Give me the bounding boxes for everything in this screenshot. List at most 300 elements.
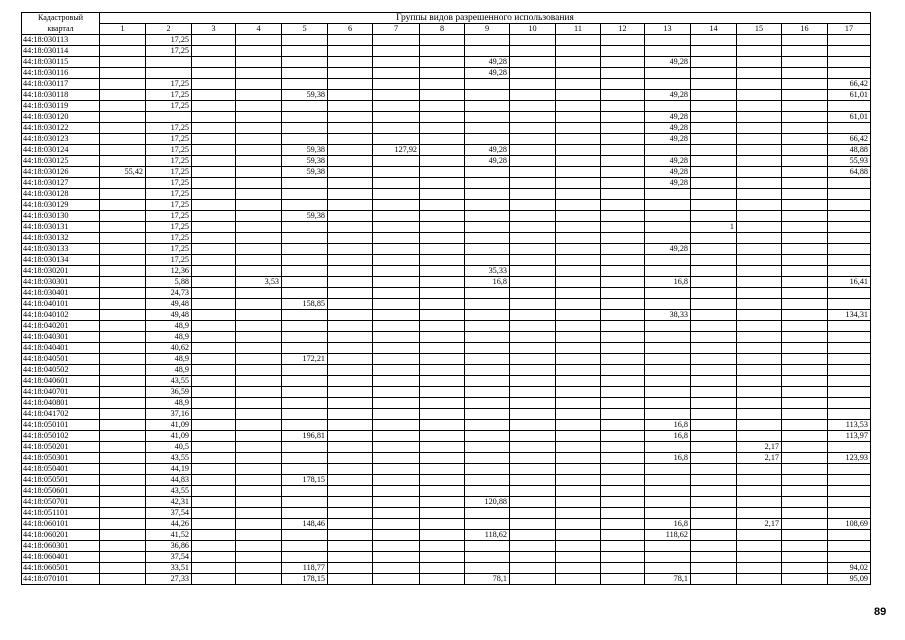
table-row xyxy=(22,233,871,244)
value-cell xyxy=(373,167,420,178)
value-cell xyxy=(100,134,146,145)
value-cell xyxy=(691,68,737,79)
value-cell: 17,25 xyxy=(146,90,192,101)
value-cell xyxy=(100,431,146,442)
value-cell xyxy=(737,332,782,343)
value-cell xyxy=(420,354,465,365)
table-header xyxy=(22,13,871,35)
value-cell xyxy=(556,563,601,574)
value-cell xyxy=(236,211,282,222)
cadastral-quarter-cell: 44:18:050101 xyxy=(22,420,100,431)
value-cell xyxy=(420,420,465,431)
table-row xyxy=(22,442,871,453)
value-cell xyxy=(282,277,328,288)
value-cell xyxy=(828,244,871,255)
value-cell xyxy=(601,90,645,101)
value-cell xyxy=(192,321,236,332)
value-cell: 66,42 xyxy=(828,79,871,90)
cadastral-quarter-cell: 44:18:030118 xyxy=(22,90,100,101)
value-cell xyxy=(782,68,828,79)
value-cell xyxy=(691,266,737,277)
value-cell xyxy=(601,255,645,266)
value-cell xyxy=(691,156,737,167)
value-cell: 40,62 xyxy=(146,343,192,354)
value-cell xyxy=(328,409,373,420)
value-cell: 36,59 xyxy=(146,387,192,398)
value-cell xyxy=(782,442,828,453)
value-cell xyxy=(691,442,737,453)
value-cell xyxy=(236,530,282,541)
table-row xyxy=(22,453,871,464)
value-cell xyxy=(556,255,601,266)
group-number-header: 6 xyxy=(328,24,373,35)
value-cell xyxy=(828,123,871,134)
value-cell: 37,16 xyxy=(146,409,192,420)
cadastral-quarter-cell: 44:18:030126 xyxy=(22,167,100,178)
value-cell xyxy=(328,442,373,453)
value-cell: 118,77 xyxy=(282,563,328,574)
value-cell xyxy=(236,398,282,409)
value-cell xyxy=(100,519,146,530)
value-cell: 59,38 xyxy=(282,156,328,167)
table-row xyxy=(22,222,871,233)
value-cell xyxy=(510,35,556,46)
value-cell: 43,55 xyxy=(146,376,192,387)
value-cell xyxy=(146,57,192,68)
value-cell xyxy=(737,552,782,563)
value-cell: 17,25 xyxy=(146,145,192,156)
value-cell xyxy=(420,255,465,266)
value-cell xyxy=(373,541,420,552)
value-cell xyxy=(691,343,737,354)
cadastral-quarter-cell: 44:18:030120 xyxy=(22,112,100,123)
value-cell xyxy=(782,563,828,574)
value-cell xyxy=(556,266,601,277)
value-cell xyxy=(510,420,556,431)
value-cell xyxy=(282,365,328,376)
value-cell: 16,41 xyxy=(828,277,871,288)
value-cell xyxy=(601,563,645,574)
value-cell xyxy=(645,442,691,453)
value-cell xyxy=(465,211,510,222)
value-cell: 55,42 xyxy=(100,167,146,178)
table-row xyxy=(22,156,871,167)
value-cell xyxy=(691,420,737,431)
value-cell xyxy=(192,299,236,310)
cadastral-quarter-cell: 44:18:030301 xyxy=(22,277,100,288)
value-cell xyxy=(420,343,465,354)
value-cell xyxy=(510,266,556,277)
value-cell xyxy=(192,222,236,233)
value-cell xyxy=(282,68,328,79)
value-cell xyxy=(645,35,691,46)
value-cell xyxy=(192,200,236,211)
value-cell xyxy=(236,123,282,134)
value-cell xyxy=(236,112,282,123)
value-cell xyxy=(782,255,828,266)
value-cell xyxy=(601,79,645,90)
value-cell xyxy=(737,541,782,552)
value-cell xyxy=(691,431,737,442)
value-cell xyxy=(782,167,828,178)
value-cell xyxy=(645,486,691,497)
cadastral-quarter-cell: 44:18:030113 xyxy=(22,35,100,46)
value-cell xyxy=(828,343,871,354)
value-cell: 42,31 xyxy=(146,497,192,508)
value-cell xyxy=(510,211,556,222)
value-cell xyxy=(510,497,556,508)
table-row xyxy=(22,266,871,277)
value-cell xyxy=(691,354,737,365)
value-cell: 17,25 xyxy=(146,178,192,189)
value-cell xyxy=(601,134,645,145)
value-cell xyxy=(236,354,282,365)
value-cell xyxy=(282,244,328,255)
value-cell: 43,55 xyxy=(146,486,192,497)
cadastral-quarter-cell: 44:18:030130 xyxy=(22,211,100,222)
cadastral-quarter-cell: 44:18:050601 xyxy=(22,486,100,497)
value-cell xyxy=(782,552,828,563)
value-cell: 37,54 xyxy=(146,508,192,519)
table-row xyxy=(22,409,871,420)
table-row xyxy=(22,552,871,563)
value-cell xyxy=(100,310,146,321)
value-cell xyxy=(828,552,871,563)
value-cell xyxy=(691,541,737,552)
value-cell xyxy=(328,574,373,585)
value-cell xyxy=(691,90,737,101)
value-cell xyxy=(645,200,691,211)
value-cell xyxy=(373,530,420,541)
value-cell: 48,9 xyxy=(146,354,192,365)
value-cell xyxy=(556,134,601,145)
value-cell xyxy=(236,255,282,266)
value-cell xyxy=(373,398,420,409)
value-cell xyxy=(782,574,828,585)
value-cell xyxy=(282,398,328,409)
value-cell: 41,52 xyxy=(146,530,192,541)
value-cell xyxy=(420,68,465,79)
cadastral-header-line2: квартал xyxy=(22,24,100,35)
value-cell xyxy=(236,431,282,442)
value-cell xyxy=(373,233,420,244)
cadastral-quarter-cell: 44:18:060201 xyxy=(22,530,100,541)
value-cell xyxy=(328,563,373,574)
value-cell xyxy=(556,387,601,398)
value-cell xyxy=(645,398,691,409)
value-cell xyxy=(328,343,373,354)
table-row xyxy=(22,420,871,431)
value-cell xyxy=(100,387,146,398)
value-cell xyxy=(236,497,282,508)
value-cell xyxy=(282,310,328,321)
value-cell xyxy=(601,211,645,222)
value-cell xyxy=(782,354,828,365)
table-row xyxy=(22,167,871,178)
value-cell xyxy=(601,431,645,442)
value-cell xyxy=(828,46,871,57)
value-cell xyxy=(100,156,146,167)
value-cell xyxy=(601,277,645,288)
value-cell xyxy=(691,277,737,288)
table-row xyxy=(22,387,871,398)
table-row xyxy=(22,310,871,321)
value-cell xyxy=(420,365,465,376)
value-cell xyxy=(192,277,236,288)
value-cell xyxy=(510,123,556,134)
table-row xyxy=(22,486,871,497)
value-cell: 17,25 xyxy=(146,167,192,178)
value-cell xyxy=(236,343,282,354)
value-cell xyxy=(192,442,236,453)
value-cell xyxy=(465,475,510,486)
value-cell: 16,8 xyxy=(645,519,691,530)
value-cell: 1 xyxy=(691,222,737,233)
value-cell xyxy=(100,365,146,376)
value-cell xyxy=(420,530,465,541)
table-row xyxy=(22,68,871,79)
value-cell xyxy=(556,464,601,475)
value-cell: 17,25 xyxy=(146,255,192,266)
value-cell xyxy=(601,123,645,134)
value-cell xyxy=(510,222,556,233)
value-cell: 134,31 xyxy=(828,310,871,321)
group-number-header: 12 xyxy=(601,24,645,35)
table-row xyxy=(22,79,871,90)
value-cell xyxy=(465,343,510,354)
value-cell: 48,9 xyxy=(146,365,192,376)
value-cell xyxy=(373,101,420,112)
value-cell xyxy=(782,266,828,277)
cadastral-quarter-cell: 44:18:030127 xyxy=(22,178,100,189)
cadastral-quarter-cell: 44:18:050701 xyxy=(22,497,100,508)
table-row xyxy=(22,178,871,189)
value-cell xyxy=(691,453,737,464)
value-cell xyxy=(192,409,236,420)
value-cell xyxy=(828,233,871,244)
value-cell xyxy=(420,101,465,112)
value-cell xyxy=(465,35,510,46)
cadastral-quarter-cell: 44:18:060101 xyxy=(22,519,100,530)
value-cell: 44,19 xyxy=(146,464,192,475)
value-cell xyxy=(828,68,871,79)
value-cell: 48,9 xyxy=(146,398,192,409)
value-cell xyxy=(601,497,645,508)
value-cell xyxy=(146,112,192,123)
value-cell xyxy=(782,145,828,156)
value-cell xyxy=(691,189,737,200)
value-cell: 49,28 xyxy=(645,167,691,178)
value-cell xyxy=(510,563,556,574)
value-cell xyxy=(510,453,556,464)
value-cell: 59,38 xyxy=(282,90,328,101)
value-cell xyxy=(691,376,737,387)
value-cell xyxy=(328,453,373,464)
value-cell xyxy=(420,453,465,464)
value-cell xyxy=(737,222,782,233)
value-cell xyxy=(556,222,601,233)
value-cell xyxy=(691,519,737,530)
value-cell xyxy=(465,310,510,321)
value-cell xyxy=(236,156,282,167)
value-cell: 2,17 xyxy=(737,453,782,464)
value-cell xyxy=(282,420,328,431)
value-cell xyxy=(328,222,373,233)
group-number-header: 16 xyxy=(782,24,828,35)
value-cell xyxy=(373,79,420,90)
value-cell xyxy=(737,211,782,222)
value-cell xyxy=(192,68,236,79)
value-cell xyxy=(556,310,601,321)
value-cell xyxy=(236,387,282,398)
value-cell xyxy=(737,343,782,354)
value-cell xyxy=(510,189,556,200)
value-cell xyxy=(282,332,328,343)
value-cell xyxy=(737,101,782,112)
value-cell xyxy=(465,541,510,552)
value-cell xyxy=(737,266,782,277)
value-cell xyxy=(373,365,420,376)
value-cell xyxy=(420,79,465,90)
value-cell xyxy=(100,420,146,431)
value-cell xyxy=(828,475,871,486)
value-cell xyxy=(328,299,373,310)
value-cell xyxy=(782,244,828,255)
value-cell xyxy=(737,277,782,288)
value-cell: 17,25 xyxy=(146,101,192,112)
value-cell xyxy=(100,332,146,343)
table-row xyxy=(22,563,871,574)
value-cell xyxy=(328,530,373,541)
value-cell xyxy=(601,365,645,376)
value-cell xyxy=(192,464,236,475)
value-cell xyxy=(510,519,556,530)
value-cell xyxy=(328,332,373,343)
value-cell: 118,62 xyxy=(645,530,691,541)
value-cell xyxy=(328,90,373,101)
cadastral-quarter-cell: 44:18:030131 xyxy=(22,222,100,233)
value-cell: 41,09 xyxy=(146,431,192,442)
value-cell xyxy=(601,57,645,68)
value-cell xyxy=(828,332,871,343)
value-cell xyxy=(328,464,373,475)
value-cell xyxy=(328,321,373,332)
value-cell xyxy=(782,277,828,288)
value-cell xyxy=(691,35,737,46)
value-cell xyxy=(282,57,328,68)
value-cell: 48,9 xyxy=(146,332,192,343)
value-cell xyxy=(192,244,236,255)
value-cell xyxy=(100,563,146,574)
value-cell xyxy=(737,365,782,376)
value-cell xyxy=(465,255,510,266)
value-cell xyxy=(192,178,236,189)
value-cell xyxy=(828,299,871,310)
value-cell xyxy=(782,233,828,244)
value-cell xyxy=(236,299,282,310)
value-cell xyxy=(373,376,420,387)
value-cell xyxy=(828,530,871,541)
value-cell xyxy=(510,145,556,156)
value-cell xyxy=(465,123,510,134)
value-cell xyxy=(236,442,282,453)
value-cell xyxy=(328,134,373,145)
value-cell xyxy=(192,563,236,574)
value-cell xyxy=(420,563,465,574)
value-cell: 49,28 xyxy=(645,90,691,101)
value-cell xyxy=(236,200,282,211)
value-cell xyxy=(510,486,556,497)
value-cell xyxy=(737,145,782,156)
value-cell xyxy=(828,211,871,222)
value-cell xyxy=(282,101,328,112)
cadastral-quarter-cell: 44:18:040201 xyxy=(22,321,100,332)
value-cell xyxy=(100,112,146,123)
value-cell xyxy=(236,563,282,574)
value-cell xyxy=(100,57,146,68)
value-cell xyxy=(328,288,373,299)
table-row xyxy=(22,145,871,156)
table-row xyxy=(22,398,871,409)
value-cell: 17,25 xyxy=(146,123,192,134)
value-cell xyxy=(236,508,282,519)
value-cell: 16,8 xyxy=(645,277,691,288)
value-cell xyxy=(828,354,871,365)
value-cell: 16,8 xyxy=(645,431,691,442)
value-cell xyxy=(645,464,691,475)
value-cell xyxy=(192,365,236,376)
value-cell xyxy=(282,541,328,552)
table-row xyxy=(22,189,871,200)
value-cell: 2,17 xyxy=(737,519,782,530)
value-cell xyxy=(328,167,373,178)
value-cell xyxy=(192,332,236,343)
value-cell xyxy=(601,442,645,453)
value-cell xyxy=(328,486,373,497)
cadastral-quarter-cell: 44:18:050301 xyxy=(22,453,100,464)
value-cell xyxy=(100,255,146,266)
value-cell xyxy=(691,310,737,321)
value-cell xyxy=(691,46,737,57)
value-cell xyxy=(328,398,373,409)
value-cell xyxy=(328,552,373,563)
value-cell xyxy=(782,453,828,464)
value-cell xyxy=(737,134,782,145)
value-cell xyxy=(373,244,420,255)
group-number-header: 5 xyxy=(282,24,328,35)
value-cell xyxy=(601,156,645,167)
value-cell xyxy=(691,508,737,519)
value-cell: 113,53 xyxy=(828,420,871,431)
value-cell xyxy=(420,222,465,233)
value-cell xyxy=(737,464,782,475)
value-cell: 49,28 xyxy=(645,112,691,123)
value-cell xyxy=(100,354,146,365)
table-row xyxy=(22,211,871,222)
cadastral-quarter-cell: 44:18:030115 xyxy=(22,57,100,68)
value-cell xyxy=(556,431,601,442)
value-cell: 17,25 xyxy=(146,222,192,233)
value-cell xyxy=(601,464,645,475)
value-cell xyxy=(373,299,420,310)
value-cell: 49,28 xyxy=(465,156,510,167)
value-cell xyxy=(192,310,236,321)
value-cell xyxy=(192,57,236,68)
value-cell xyxy=(556,398,601,409)
value-cell xyxy=(420,574,465,585)
cadastral-quarter-cell: 44:18:030124 xyxy=(22,145,100,156)
value-cell xyxy=(100,46,146,57)
